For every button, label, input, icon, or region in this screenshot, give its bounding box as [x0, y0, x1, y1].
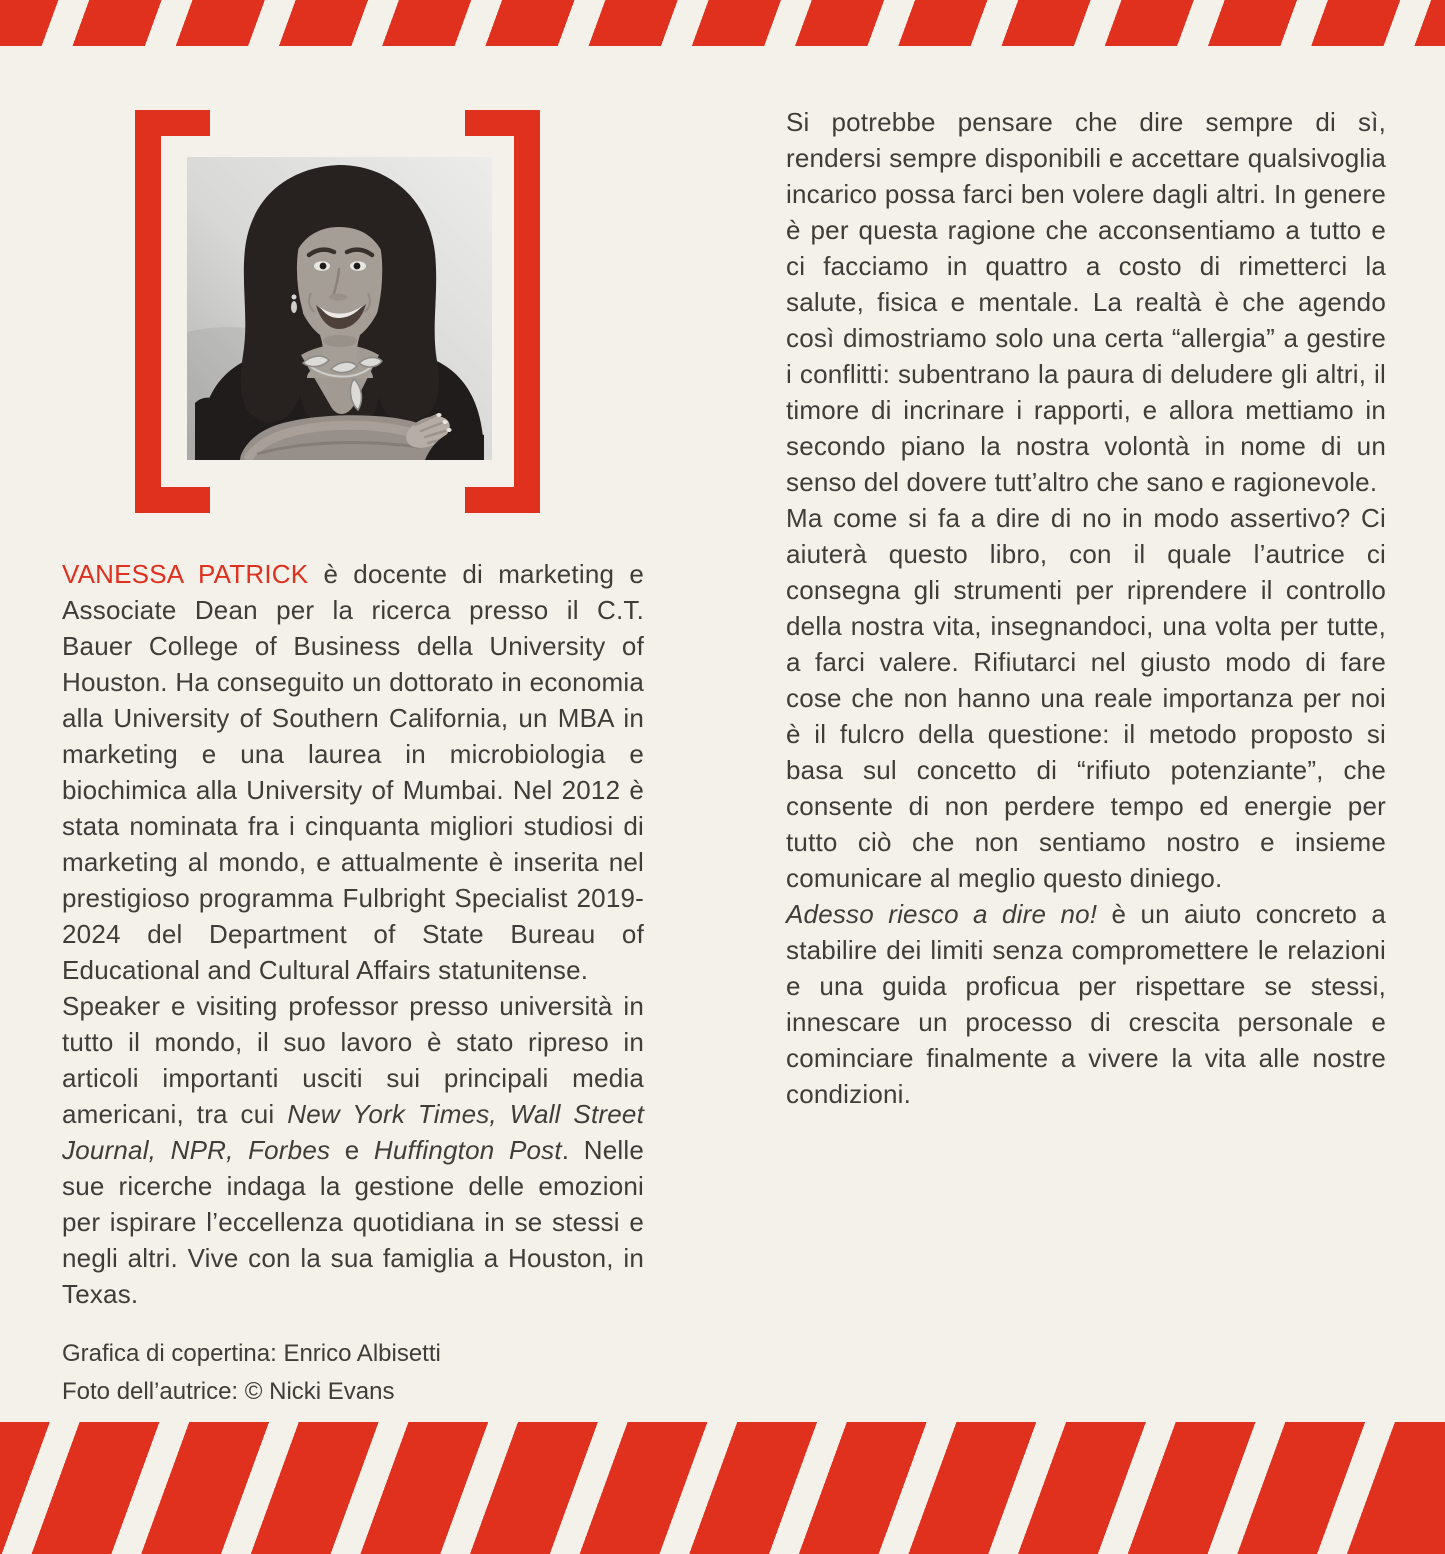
- text-segment-italic: Adesso riesco a dire no!: [786, 899, 1098, 929]
- text-segment-italic: Huffington Post: [373, 1135, 562, 1165]
- author-portrait-illustration: [187, 157, 492, 460]
- text-segment-name: VANESSA PATRICK: [62, 559, 309, 589]
- paragraph: [786, 104, 1386, 500]
- paragraph: [62, 988, 644, 1312]
- text-segment-normal: Speaker e visiting professor presso università in tutto il mondo, il suo lavoro è stato ripreso in articoli importanti usciti sui principali media americani, tra cui: [62, 991, 644, 1129]
- paragraph: [62, 556, 644, 988]
- author-bio: [62, 556, 644, 1312]
- book-description: [786, 104, 1386, 1112]
- text-segment-normal: Si potrebbe pensare che dire sempre di sì, rendersi sempre disponibili e accettare qualsivoglia incarico possa farci ben volere dagli altri. In genere è per questa ragione che acconsentiamo a tutto e ci facciamo in quattro a costo di rimetterci la salute, fisica e mentale. La realtà è che agendo così dimostriamo solo una certa “allergia” a gestire i conflitti: subentrano la paura di deludere gli altri, il timore di incrinare i rapporti, e allora mettiamo in secondo piano la nostra volontà in nome di un senso del dovere tutt’altro che sano e ragionevole.: [786, 107, 1386, 497]
- text-segment-normal: Ma come si fa a dire di no in modo assertivo? Ci aiuterà questo libro, con il quale l’autrice ci consegna gli strumenti per riprendere il controllo della nostra vita, insegnandoci, una volta per tutte, a farci valere. Rifiutarci nel giusto modo di fare cose che non hanno una reale importanza per noi è il fulcro della questione: il metodo proposto si basa sul concetto di “rifiuto potenziante”, che consente di non perdere tempo ed energie per tutto ciò che non sentiamo nostro e insieme comunicare al meglio questo diniego.: [786, 503, 1386, 893]
- paragraph: [786, 500, 1386, 896]
- photo-credit: Foto dell’autrice: © Nicki Evans: [62, 1378, 395, 1405]
- top-stripes-border: [0, 0, 1445, 46]
- text-segment-normal: e: [330, 1135, 374, 1165]
- author-photo: [187, 157, 492, 460]
- text-segment-normal: è un aiuto concreto a stabilire dei limiti senza compromettere le relazioni e una guida proficua per rispettare se stessi, innescare un processo di crescita personale e cominciare finalmente a vivere la vita alle nostre condizioni.: [786, 899, 1386, 1109]
- text-segment-normal: è docente di marketing e Associate Dean per la ricerca presso il C.T. Bauer College of Business della University of Houston. Ha conseguito un dottorato in economia alla University of Southern California, un MBA in marketing e una laurea in microbiologia e biochimica alla University of Mumbai. Nel 2012 è stata nominata fra i cinquanta migliori studiosi di marketing al mondo, e attualmente è inserita nel prestigioso programma Fulbright Specialist 2019-2024 del Department of State Bureau of Educational and Cultural Affairs statunitense.: [62, 559, 644, 985]
- cover-design-credit: Grafica di copertina: Enrico Albisetti: [62, 1340, 441, 1367]
- credits-block: [62, 1335, 441, 1411]
- bottom-stripes-border: [0, 1422, 1445, 1554]
- paragraph: [786, 896, 1386, 1112]
- text-segment-italic: New York Times, Wall Street Journal, NPR, Forbes: [62, 1099, 644, 1165]
- text-segment-normal: . Nelle sue ricerche indaga la gestione delle emozioni per ispirare l’eccellenza quotidiana in se stessi e negli altri. Vive con la sua famiglia a Houston, in Texas.: [62, 1135, 644, 1309]
